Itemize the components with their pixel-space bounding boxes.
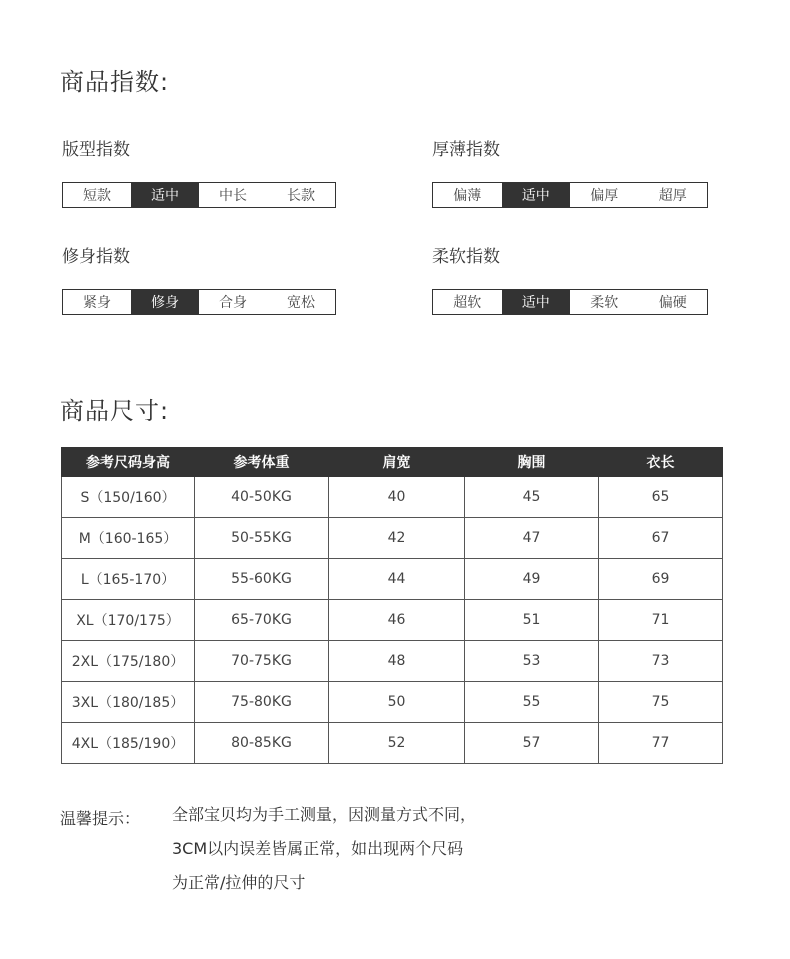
column-header: 参考尺码身高 (62, 448, 195, 477)
table-cell: 51 (465, 600, 599, 641)
table-cell: 67 (599, 518, 723, 559)
table-cell: 55 (465, 682, 599, 723)
table-header-row (62, 448, 723, 477)
table-cell: 71 (599, 600, 723, 641)
scale-option: 长款 (267, 183, 335, 207)
index-label: 版型指数 (62, 140, 130, 160)
table-cell: 47 (465, 518, 599, 559)
tips-line: 3CM以内误差皆属正常，如出现两个尺码 (172, 839, 464, 858)
index-scale (432, 289, 708, 315)
index-group-slim (62, 242, 336, 315)
table-cell: 50-55KG (195, 518, 329, 559)
table-cell: 55-60KG (195, 559, 329, 600)
scale-option: 短款 (63, 183, 131, 207)
table-cell: 40 (329, 477, 465, 518)
index-label: 柔软指数 (432, 247, 500, 267)
scale-option: 中长 (199, 183, 267, 207)
column-header: 衣长 (599, 448, 723, 477)
table-cell: 2XL（175/180） (62, 641, 195, 682)
tips-text (172, 798, 592, 900)
table-row (62, 518, 723, 559)
table-cell: L（165-170） (62, 559, 195, 600)
table-cell: 75 (599, 682, 723, 723)
table-cell: 57 (465, 723, 599, 764)
table-cell: 50 (329, 682, 465, 723)
index-group-thickness (432, 135, 708, 208)
tips-line: 为正常/拉伸的尺寸 (172, 873, 306, 892)
table-cell: 65 (599, 477, 723, 518)
table-cell: 52 (329, 723, 465, 764)
product-index-title: 商品指数: (60, 68, 170, 96)
index-scale (62, 289, 336, 315)
index-label: 厚薄指数 (432, 140, 500, 160)
column-header: 参考体重 (195, 448, 329, 477)
table-cell: S（150/160） (62, 477, 195, 518)
table-row (62, 723, 723, 764)
table-cell: 44 (329, 559, 465, 600)
column-header: 胸围 (465, 448, 599, 477)
table-cell: 40-50KG (195, 477, 329, 518)
scale-option: 紧身 (63, 290, 131, 314)
scale-option-selected: 适中 (502, 290, 571, 314)
scale-option: 超厚 (639, 183, 708, 207)
scale-option-selected: 修身 (131, 290, 199, 314)
table-row (62, 682, 723, 723)
table-cell: 77 (599, 723, 723, 764)
table-cell: 42 (329, 518, 465, 559)
table-cell: 65-70KG (195, 600, 329, 641)
index-group-fit (62, 135, 336, 208)
size-table (61, 447, 723, 764)
table-row (62, 559, 723, 600)
size-chart-title: 商品尺寸: (60, 397, 170, 425)
table-row (62, 600, 723, 641)
table-cell: 3XL（180/185） (62, 682, 195, 723)
table-cell: 80-85KG (195, 723, 329, 764)
table-row (62, 477, 723, 518)
table-cell: M（160-165） (62, 518, 195, 559)
scale-option: 超软 (433, 290, 502, 314)
table-cell: 4XL（185/190） (62, 723, 195, 764)
index-scale (62, 182, 336, 208)
scale-option-selected: 适中 (502, 183, 571, 207)
table-cell: 75-80KG (195, 682, 329, 723)
table-cell: 46 (329, 600, 465, 641)
scale-option: 偏薄 (433, 183, 502, 207)
scale-option: 柔软 (570, 290, 639, 314)
scale-option: 宽松 (267, 290, 335, 314)
index-scale (432, 182, 708, 208)
tips-line: 全部宝贝均为手工测量，因测量方式不同， (172, 805, 477, 824)
scale-option: 偏厚 (570, 183, 639, 207)
column-header: 肩宽 (329, 448, 465, 477)
index-group-softness (432, 242, 708, 315)
table-cell: 45 (465, 477, 599, 518)
scale-option: 偏硬 (639, 290, 708, 314)
table-cell: XL（170/175） (62, 600, 195, 641)
table-cell: 70-75KG (195, 641, 329, 682)
scale-option: 合身 (199, 290, 267, 314)
table-cell: 53 (465, 641, 599, 682)
table-cell: 69 (599, 559, 723, 600)
table-cell: 49 (465, 559, 599, 600)
scale-option-selected: 适中 (131, 183, 199, 207)
table-cell: 48 (329, 641, 465, 682)
index-label: 修身指数 (62, 247, 130, 267)
tips-label: 温馨提示： (60, 809, 141, 828)
table-cell: 73 (599, 641, 723, 682)
table-row (62, 641, 723, 682)
